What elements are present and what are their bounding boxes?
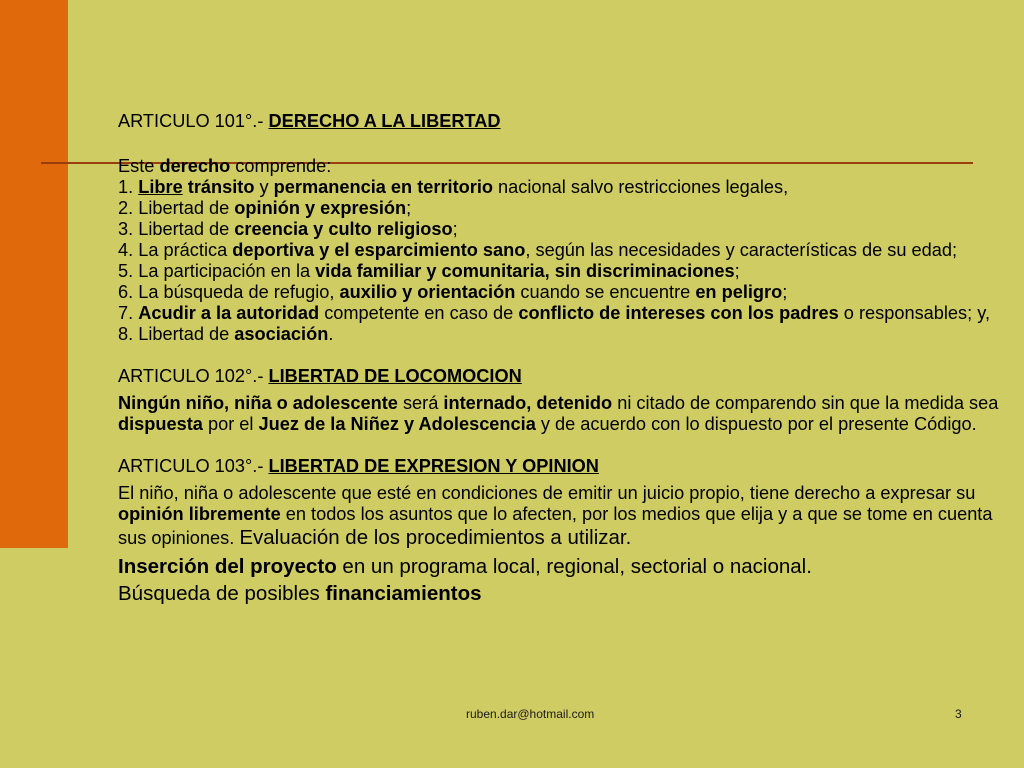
article-101-heading [118, 111, 1013, 132]
article-103-body: El niño, niña o adolescente que esté en condiciones de emitir un juicio propio, tiene derecho a expresar su opinión libremente en todos los asuntos que lo afecten, por los medios que elija y a que se tome en cuenta sus opiniones. Evaluación de los procedimientos a utilizar. [118, 483, 993, 549]
article-101-number: ARTICULO 101°.- [118, 111, 269, 131]
article-102-body: Ningún niño, niña o adolescente será internado, detenido ni citado de comparendo sin que la medida sea dispuesta por el Juez de la Niñez y Adolescencia y de acuerdo con lo dispuesto por el presente Código. [118, 393, 999, 434]
sidebar-accent-bar [0, 0, 68, 548]
list-item-7: 7. Acudir a la autoridad competente en caso de conflicto de intereses con los padres o responsables; y, [118, 303, 991, 323]
list-item-1: 1. Libre tránsito y permanencia en territorio nacional salvo restricciones legales, [118, 177, 789, 197]
list-item-2: 2. Libertad de opinión y expresión; [118, 198, 412, 218]
list-item-3: 3. Libertad de creencia y culto religioso; [118, 219, 458, 239]
list-item-5: 5. La participación en la vida familiar y comunitaria, sin discriminaciones; [118, 261, 740, 281]
article-102-number: ARTICULO 102°.- [118, 366, 269, 386]
article-101-title: DERECHO A LA LIBERTAD [268, 111, 501, 131]
list-item-6: 6. La búsqueda de refugio, auxilio y orientación cuando se encuentre en peligro; [118, 282, 788, 302]
page-number: 3 [955, 707, 962, 721]
article-103-heading [118, 456, 1013, 477]
footer-email: ruben.dar@hotmail.com [466, 707, 595, 721]
slide-body [118, 111, 1013, 606]
article-103-title: LIBERTAD DE EXPRESION Y OPINION [268, 456, 599, 476]
insercion-line: Inserción del proyecto en un programa local, regional, sectorial o nacional. [118, 555, 812, 578]
article-102-title: LIBERTAD DE LOCOMOCION [268, 366, 522, 386]
article-102-heading [118, 366, 1013, 387]
list-item-8: 8. Libertad de asociación. [118, 324, 334, 344]
article-101-intro: Este derecho comprende: [118, 156, 332, 176]
article-103-number: ARTICULO 103°.- [118, 456, 269, 476]
list-item-4: 4. La práctica deportiva y el esparcimiento sano, según las necesidades y características de su edad; [118, 240, 958, 260]
busqueda-line: Búsqueda de posibles financiamientos [118, 582, 482, 605]
